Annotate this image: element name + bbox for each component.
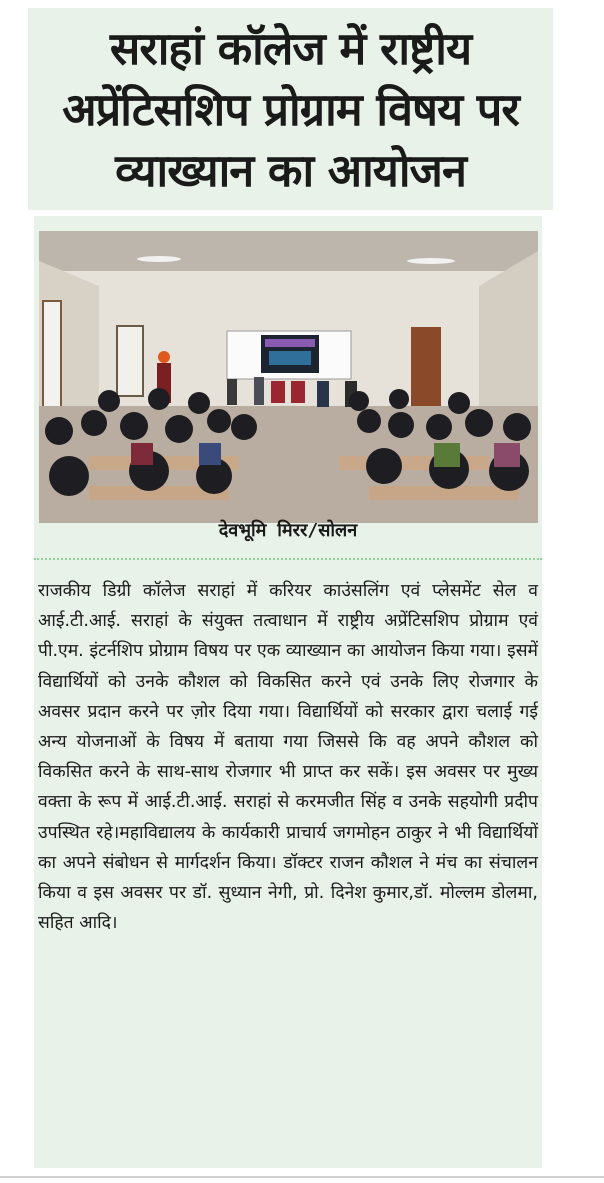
- article-panel: [34, 216, 542, 1168]
- photo-caption: देवभूमि मिरर/सोलन: [218, 520, 358, 541]
- headline-line-1: सराहां कॉलेज में राष्ट्रीय: [109, 21, 472, 75]
- classroom-photo: [39, 231, 538, 523]
- article-body: राजकीय डिग्री कॉलेज सराहां में करियर काउंसलिंग एवं प्लेसमेंट सेल व आई.टी.आई. सराहां के संयुक्त तत्वाधान में राष्ट्रीय अप्रेंटिसशिप प्रोग्राम एवं पी.एम. इंटर्नशिप प्रोग्राम विषय पर एक व्याख्यान का आयोजन किया गया। इसमें विद्यार्थियों को उनके कौशल को विकसित करने एवं उनके लिए रोजगार के अवसर प्रदान करने पर ज़ोर दिया गया। विद्यार्थियों को सरकार द्वारा चलाई गई अन्य योजनाओं के विषय में बताया गया जिससे कि वह अपने कौशल को विकसित करने के साथ-साथ रोजगार भी प्राप्त कर सकें। इस अवसर पर मुख्य वक्ता के रूप में आई.टी.आई. सराहां से करमजीत सिंह व उनके सहयोगी प्रदीप उपस्थित रहे।महाविद्यालय के कार्यकारी प्राचार्य जगमोहन ठाकुर ने भी विद्यार्थियों का अपने संबोधन से मार्गदर्शन किया। डॉक्टर राजन कौशल ने मंच का संचालन किया व इस अवसर पर डॉ. सुध्यान नेगी, प्रो. दिनेश कुमार,डॉ. मोल्लम डोलमा, सहित आदि।: [38, 581, 538, 934]
- headline-line-2: अप्रेंटिसशिप प्रोग्राम विषय पर: [62, 82, 519, 136]
- headline-line-3: व्याख्यान का आयोजन: [115, 143, 466, 197]
- headline: [52, 18, 529, 201]
- classroom-photo-illustration: [39, 231, 538, 523]
- page-bottom-rule: [0, 1176, 604, 1178]
- dotted-divider: [34, 558, 542, 560]
- headline-box: [28, 8, 553, 210]
